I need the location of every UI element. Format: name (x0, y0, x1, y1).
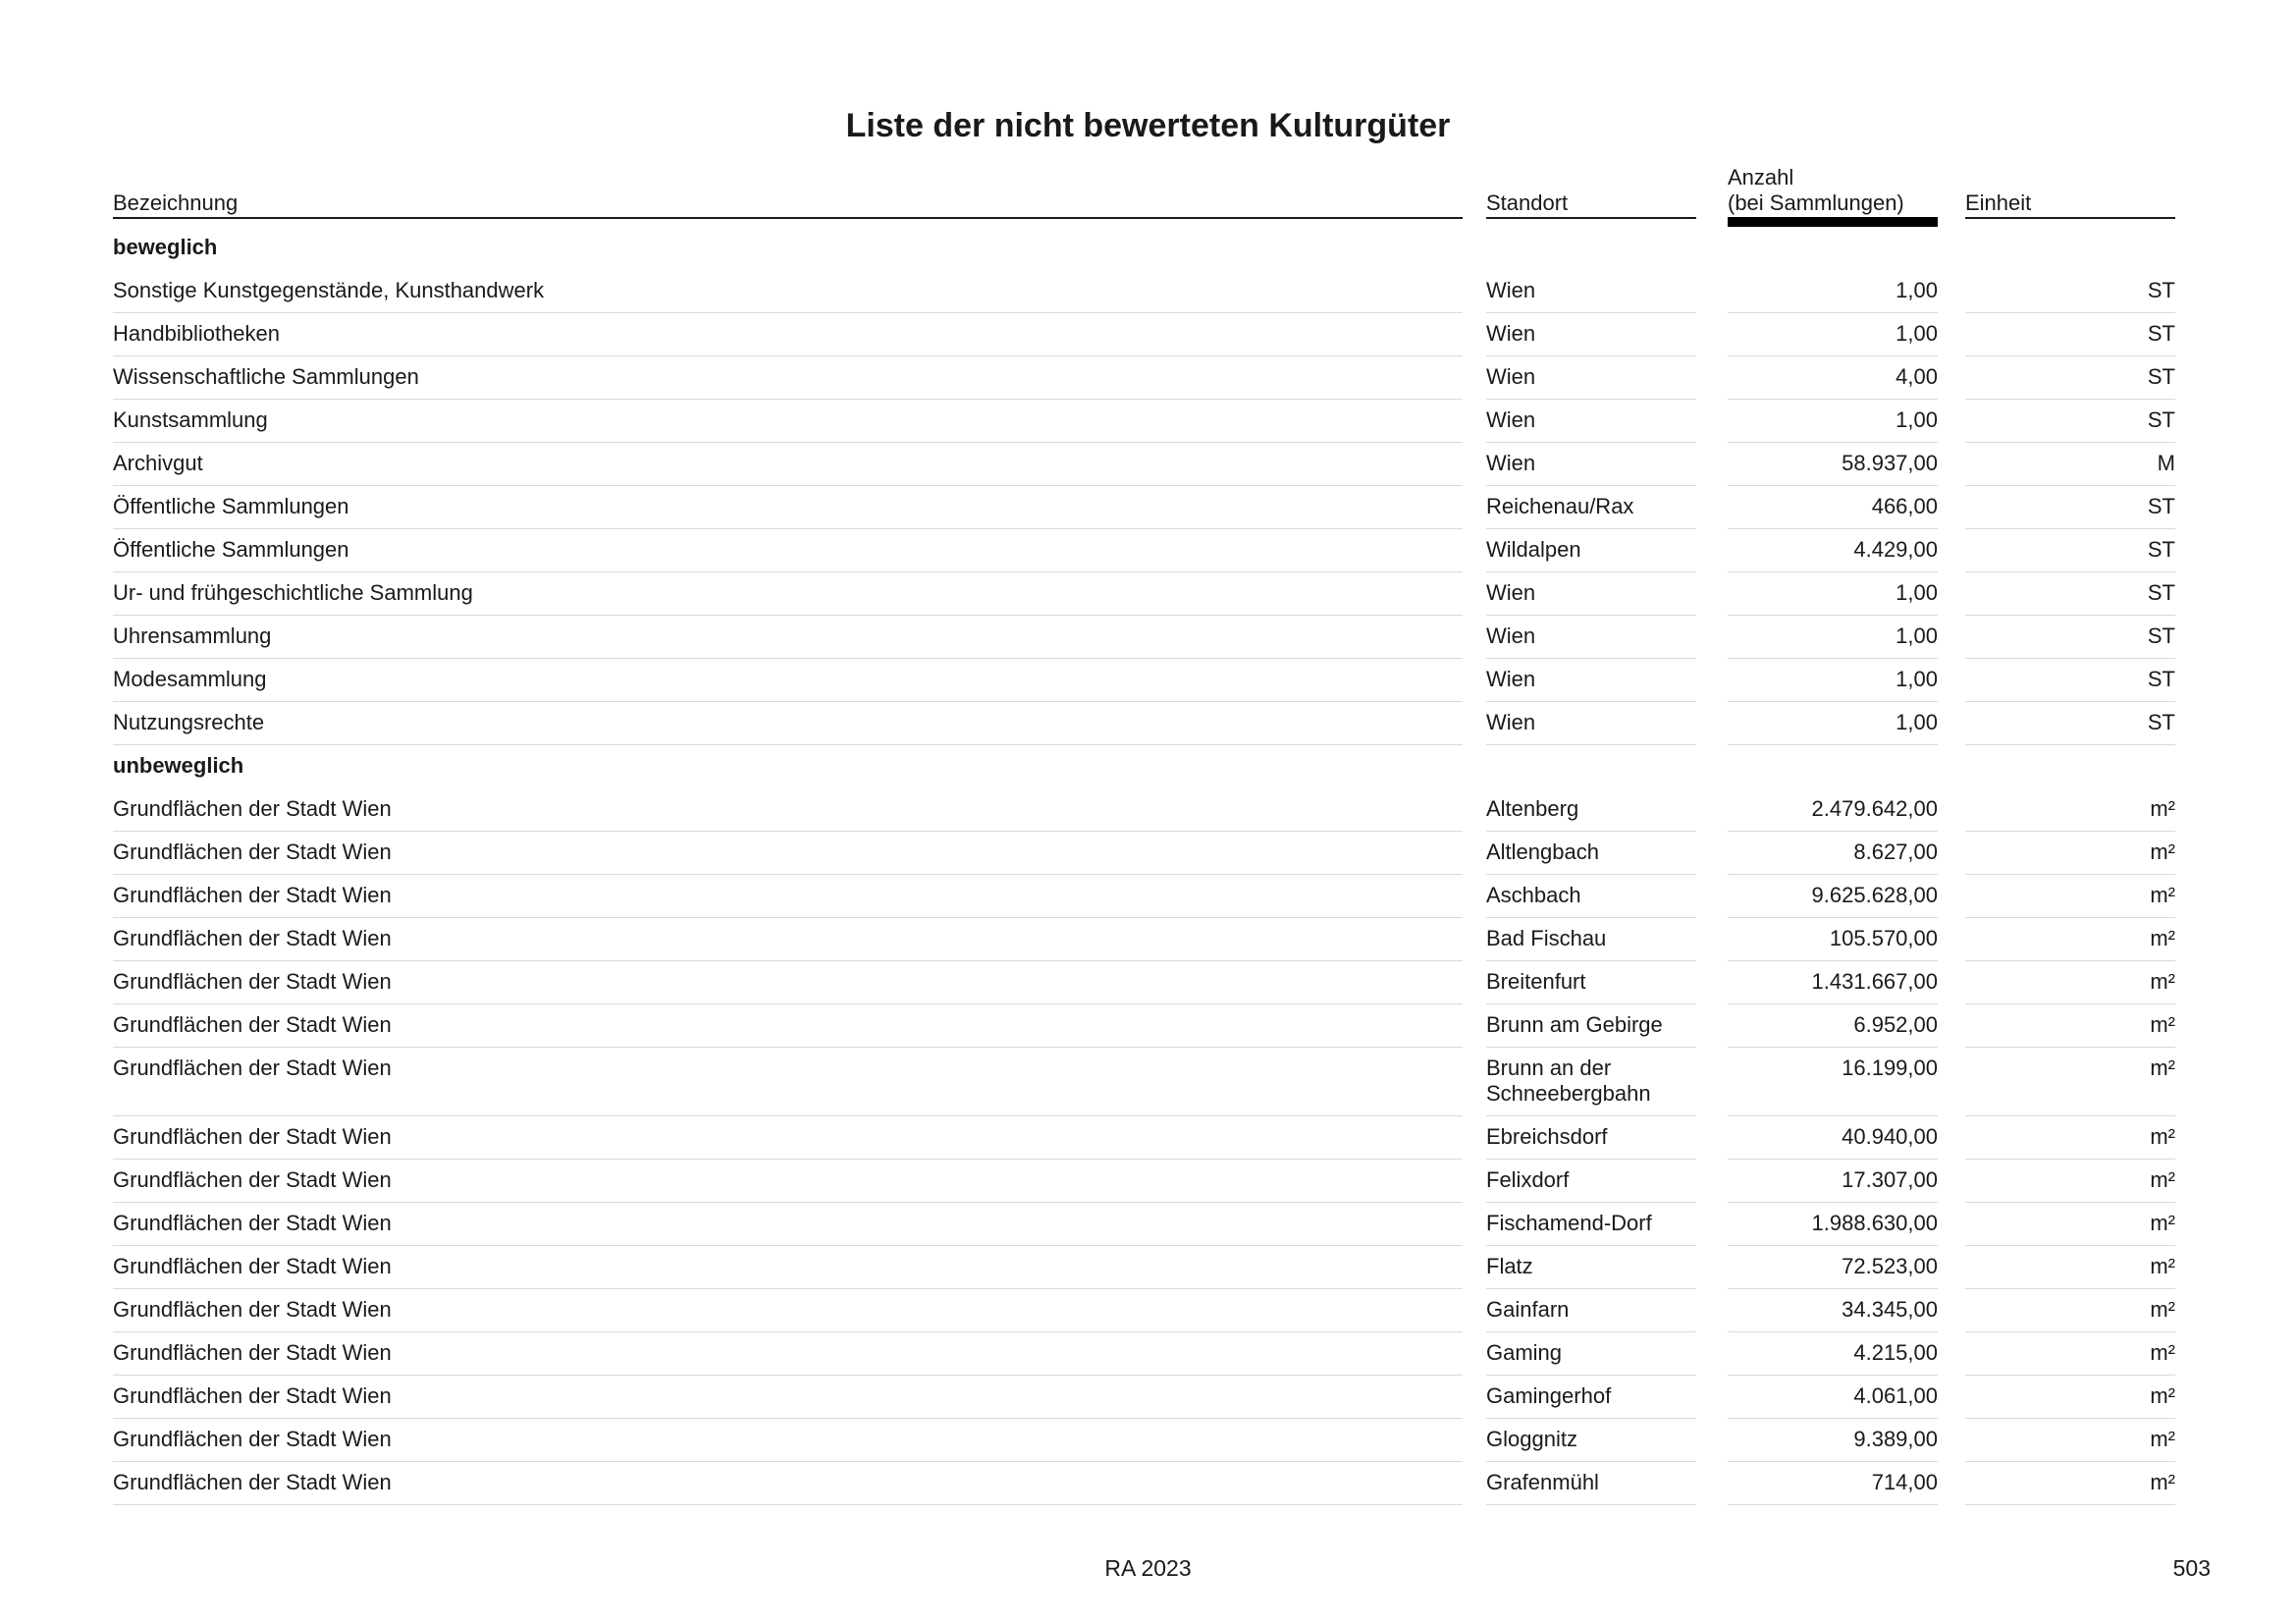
cell-bezeichnung: Ur- und frühgeschichtliche Sammlung (113, 572, 1463, 616)
cell-anzahl: 105.570,00 (1728, 918, 1938, 961)
cell-bezeichnung: Grundflächen der Stadt Wien (113, 1048, 1463, 1116)
page-title: Liste der nicht bewerteten Kulturgüter (845, 107, 1451, 144)
section-label: unbeweglich (113, 753, 244, 778)
table-row (0, 875, 2296, 918)
table-row (0, 659, 2296, 702)
header-bezeichnung: Bezeichnung (113, 190, 239, 215)
cell-einheit: m² (1965, 1203, 2175, 1246)
section-label: beweglich (113, 235, 218, 259)
cell-bezeichnung: Grundflächen der Stadt Wien (113, 918, 1463, 961)
cell-anzahl: 40.940,00 (1728, 1116, 1938, 1160)
cell-einheit: ST (1965, 529, 2175, 572)
cell-einheit: ST (1965, 572, 2175, 616)
cell-anzahl: 9.389,00 (1728, 1419, 1938, 1462)
cell-einheit: m² (1965, 1004, 2175, 1048)
cell-einheit: M (1965, 443, 2175, 486)
cell-anzahl: 34.345,00 (1728, 1289, 1938, 1332)
cell-anzahl: 714,00 (1728, 1462, 1938, 1505)
cell-anzahl: 6.952,00 (1728, 1004, 1938, 1048)
cell-bezeichnung: Grundflächen der Stadt Wien (113, 788, 1463, 832)
cell-standort: Felixdorf (1486, 1160, 1696, 1203)
table-row (0, 1332, 2296, 1376)
section-heading (0, 227, 2296, 270)
cell-einheit: ST (1965, 616, 2175, 659)
table-row (0, 486, 2296, 529)
table-row (0, 1376, 2296, 1419)
cell-einheit: ST (1965, 486, 2175, 529)
table-row (0, 1160, 2296, 1203)
cell-bezeichnung: Grundflächen der Stadt Wien (113, 1160, 1463, 1203)
cell-einheit: m² (1965, 961, 2175, 1004)
cell-standort: Wien (1486, 572, 1696, 616)
cell-einheit: m² (1965, 875, 2175, 918)
table-row (0, 270, 2296, 313)
table-row (0, 961, 2296, 1004)
cell-bezeichnung: Grundflächen der Stadt Wien (113, 1332, 1463, 1376)
header-rule-anzahl (1728, 217, 1938, 227)
cell-bezeichnung: Sonstige Kunstgegenstände, Kunsthandwerk (113, 270, 1463, 313)
cell-bezeichnung: Grundflächen der Stadt Wien (113, 1376, 1463, 1419)
cell-anzahl: 466,00 (1728, 486, 1938, 529)
cell-standort: Wien (1486, 659, 1696, 702)
cell-standort: Aschbach (1486, 875, 1696, 918)
table-row (0, 1289, 2296, 1332)
cell-einheit: ST (1965, 400, 2175, 443)
cell-standort: Brunn an der Schneebergbahn (1486, 1048, 1696, 1116)
cell-bezeichnung: Grundflächen der Stadt Wien (113, 1246, 1463, 1289)
cell-anzahl: 1,00 (1728, 270, 1938, 313)
cell-standort: Gamingerhof (1486, 1376, 1696, 1419)
cell-bezeichnung: Wissenschaftliche Sammlungen (113, 356, 1463, 400)
header-anzahl-line2: (bei Sammlungen) (1728, 190, 1904, 215)
header-rule-bezeichnung (113, 217, 1463, 219)
cell-anzahl: 4.061,00 (1728, 1376, 1938, 1419)
table-row (0, 443, 2296, 486)
header-rule-standort (1486, 217, 1696, 219)
header-einheit: Einheit (1965, 190, 2032, 215)
cell-bezeichnung: Grundflächen der Stadt Wien (113, 832, 1463, 875)
cell-einheit: ST (1965, 313, 2175, 356)
cell-anzahl: 1.988.630,00 (1728, 1203, 1938, 1246)
table-row (0, 1048, 2296, 1116)
cell-standort: Wien (1486, 616, 1696, 659)
header-rule-einheit (1965, 217, 2175, 219)
cell-standort: Wien (1486, 400, 1696, 443)
cell-standort: Wildalpen (1486, 529, 1696, 572)
table-row (0, 1203, 2296, 1246)
table-row (0, 702, 2296, 745)
cell-bezeichnung: Nutzungsrechte (113, 702, 1463, 745)
cell-bezeichnung: Grundflächen der Stadt Wien (113, 1462, 1463, 1505)
cell-einheit: m² (1965, 1246, 2175, 1289)
cell-bezeichnung: Archivgut (113, 443, 1463, 486)
cell-einheit: ST (1965, 356, 2175, 400)
cell-anzahl: 58.937,00 (1728, 443, 1938, 486)
cell-standort: Bad Fischau (1486, 918, 1696, 961)
cell-bezeichnung: Grundflächen der Stadt Wien (113, 1116, 1463, 1160)
cell-bezeichnung: Grundflächen der Stadt Wien (113, 1203, 1463, 1246)
cell-standort: Brunn am Gebirge (1486, 1004, 1696, 1048)
cell-standort: Breitenfurt (1486, 961, 1696, 1004)
page-number: 503 (2172, 1555, 2211, 1581)
cell-bezeichnung: Kunstsammlung (113, 400, 1463, 443)
table-row (0, 313, 2296, 356)
cell-einheit: m² (1965, 1376, 2175, 1419)
cell-standort: Gaming (1486, 1332, 1696, 1376)
cell-standort: Reichenau/Rax (1486, 486, 1696, 529)
table-row (0, 1462, 2296, 1505)
cell-bezeichnung: Öffentliche Sammlungen (113, 529, 1463, 572)
footer-report: RA 2023 (1104, 1555, 1192, 1581)
cell-anzahl: 8.627,00 (1728, 832, 1938, 875)
table-row (0, 788, 2296, 832)
cell-standort: Altenberg (1486, 788, 1696, 832)
table-row (0, 1116, 2296, 1160)
cell-standort: Flatz (1486, 1246, 1696, 1289)
cell-anzahl: 9.625.628,00 (1728, 875, 1938, 918)
table-row (0, 1004, 2296, 1048)
cell-bezeichnung: Modesammlung (113, 659, 1463, 702)
cell-bezeichnung: Grundflächen der Stadt Wien (113, 1289, 1463, 1332)
cell-bezeichnung: Handbibliotheken (113, 313, 1463, 356)
cell-einheit: m² (1965, 1419, 2175, 1462)
table-row (0, 356, 2296, 400)
cell-einheit: ST (1965, 659, 2175, 702)
cell-anzahl: 1,00 (1728, 572, 1938, 616)
cell-bezeichnung: Öffentliche Sammlungen (113, 486, 1463, 529)
cell-einheit: m² (1965, 1462, 2175, 1505)
header-standort: Standort (1486, 190, 1569, 215)
table-row (0, 1419, 2296, 1462)
cell-standort: Grafenmühl (1486, 1462, 1696, 1505)
cell-anzahl: 1,00 (1728, 400, 1938, 443)
cell-standort: Altlengbach (1486, 832, 1696, 875)
cell-bezeichnung: Grundflächen der Stadt Wien (113, 961, 1463, 1004)
table-row (0, 400, 2296, 443)
cell-standort: Wien (1486, 313, 1696, 356)
cell-anzahl: 4.215,00 (1728, 1332, 1938, 1376)
cell-bezeichnung: Grundflächen der Stadt Wien (113, 1419, 1463, 1462)
cell-einheit: m² (1965, 1332, 2175, 1376)
cell-anzahl: 1,00 (1728, 659, 1938, 702)
cell-einheit: m² (1965, 1116, 2175, 1160)
cell-standort: Wien (1486, 443, 1696, 486)
table-row (0, 918, 2296, 961)
cell-standort: Gloggnitz (1486, 1419, 1696, 1462)
table-row (0, 572, 2296, 616)
cell-einheit: m² (1965, 1289, 2175, 1332)
section-heading (0, 745, 2296, 788)
table-row (0, 529, 2296, 572)
cell-bezeichnung: Grundflächen der Stadt Wien (113, 875, 1463, 918)
cell-anzahl: 1,00 (1728, 702, 1938, 745)
table-row (0, 832, 2296, 875)
cell-anzahl: 17.307,00 (1728, 1160, 1938, 1203)
cell-einheit: m² (1965, 1160, 2175, 1203)
cell-anzahl: 1,00 (1728, 313, 1938, 356)
cell-einheit: m² (1965, 788, 2175, 832)
cell-standort: Wien (1486, 356, 1696, 400)
cell-standort: Fischamend-Dorf (1486, 1203, 1696, 1246)
cell-standort: Wien (1486, 702, 1696, 745)
cell-einheit: m² (1965, 918, 2175, 961)
cell-anzahl: 1,00 (1728, 616, 1938, 659)
cell-bezeichnung: Uhrensammlung (113, 616, 1463, 659)
cell-einheit: m² (1965, 1048, 2175, 1116)
header-anzahl-line1: Anzahl (1728, 165, 1794, 189)
cell-anzahl: 2.479.642,00 (1728, 788, 1938, 832)
cell-standort: Wien (1486, 270, 1696, 313)
cell-anzahl: 1.431.667,00 (1728, 961, 1938, 1004)
cell-einheit: ST (1965, 702, 2175, 745)
cell-anzahl: 4,00 (1728, 356, 1938, 400)
cell-einheit: m² (1965, 832, 2175, 875)
table-row (0, 616, 2296, 659)
cell-standort: Ebreichsdorf (1486, 1116, 1696, 1160)
cell-anzahl: 4.429,00 (1728, 529, 1938, 572)
cell-anzahl: 16.199,00 (1728, 1048, 1938, 1116)
cell-anzahl: 72.523,00 (1728, 1246, 1938, 1289)
cell-standort: Gainfarn (1486, 1289, 1696, 1332)
cell-bezeichnung: Grundflächen der Stadt Wien (113, 1004, 1463, 1048)
table-row (0, 1246, 2296, 1289)
cell-einheit: ST (1965, 270, 2175, 313)
